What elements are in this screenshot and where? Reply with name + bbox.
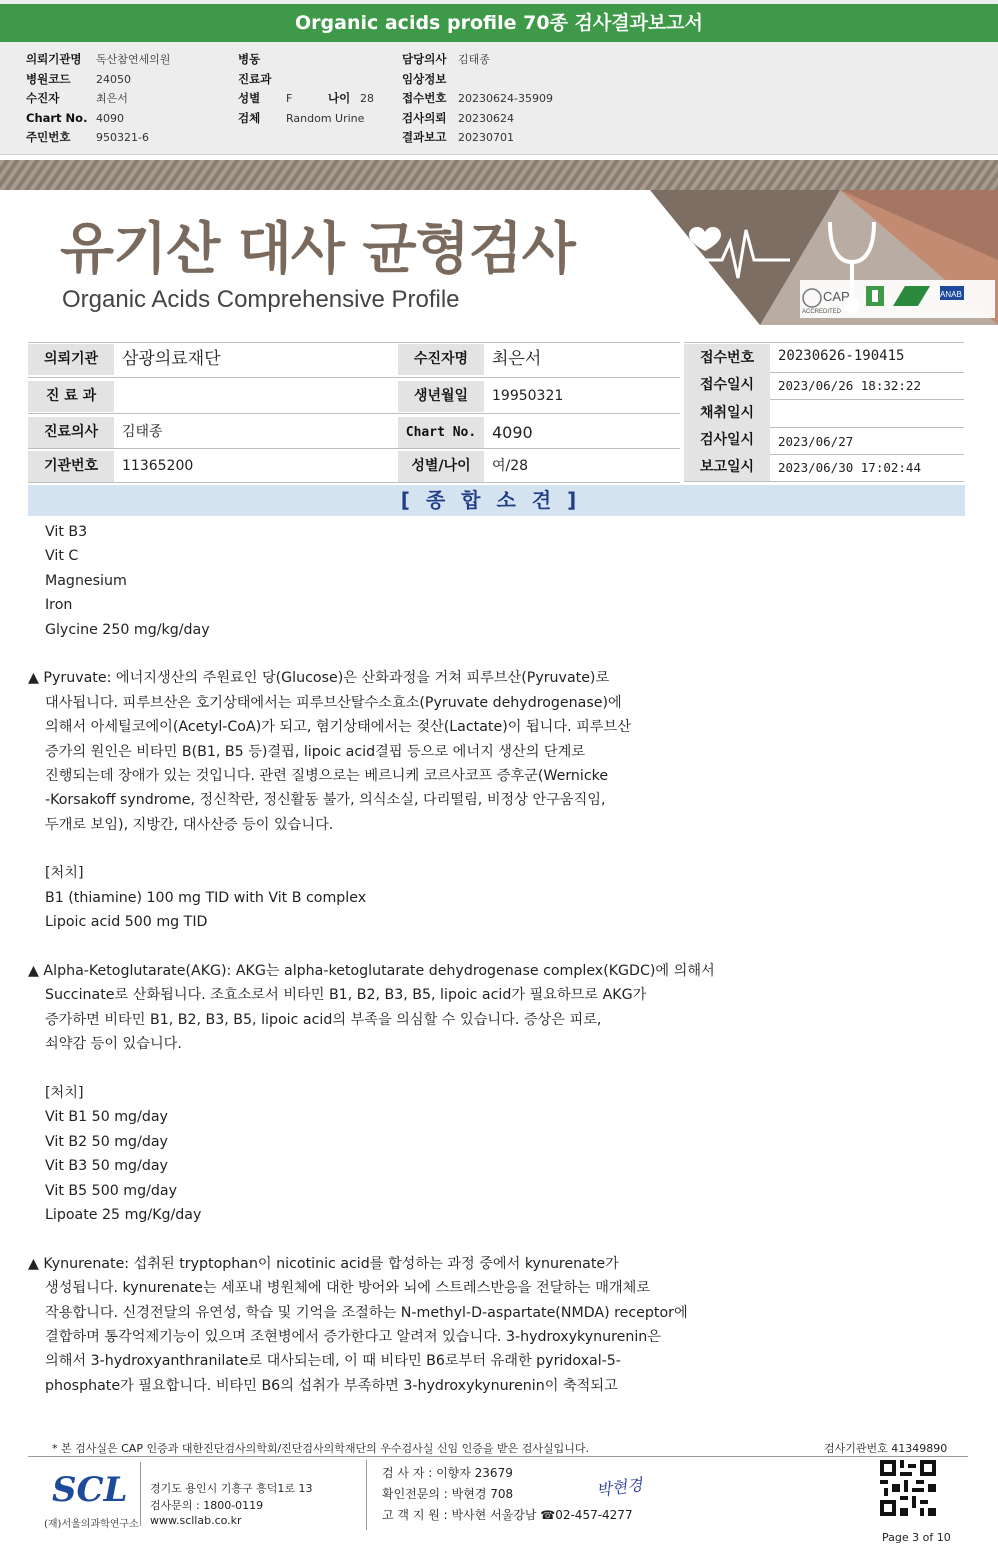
summary-line: ▲ Pyruvate: 에너지생산의 주원료인 당(Glucose)은 산화과정을 거쳐 피루브산(Pyruvate)로 [28, 670, 610, 687]
value-institution-no: 11365200 [122, 458, 194, 474]
header-value: 28 [360, 92, 374, 105]
footer-support: 고 객 지 원 : 박사현 서울강남 ☎02-457-4277 [382, 1508, 633, 1522]
label-institution: 의뢰기관 [28, 344, 114, 375]
label-doctor: 진료의사 [28, 417, 114, 448]
summary-line: 작용합니다. 신경전달의 유연성, 학습 및 기억을 조절하는 N-methyl-D-aspartate(NMDA) receptor에 [45, 1304, 688, 1321]
blank-line [28, 1057, 968, 1081]
header-label: 주민번호 [26, 130, 71, 144]
header-value: Random Urine [286, 111, 365, 125]
footer-specialist: 확인전문의 : 박현경 708 [382, 1487, 514, 1501]
header-label: 검체 [238, 110, 261, 125]
header-label: 검사의뢰 [402, 110, 447, 125]
label-receipt-no: 접수번호 [684, 344, 770, 372]
label-receipt-time: 접수일시 [684, 372, 770, 399]
summary-line: 대사됩니다. 피루브산은 호기상태에서는 피루브산탈수소효소(Pyruvate dehydrogenase)에 [45, 694, 622, 711]
cap-logo-sub: ACCREDITED [802, 309, 842, 315]
value-chart-no: 4090 [492, 423, 533, 442]
anab-logo-text: ANAB [940, 290, 962, 299]
header-value: 20230624-35909 [458, 92, 553, 105]
summary-line: B1 (thiamine) 100 mg TID with Vit B complex [45, 889, 367, 906]
footer-tester: 검 사 자 : 이향자 23679 [382, 1466, 513, 1480]
scl-institute-name: (재)서울의과학연구소 [44, 1519, 139, 1530]
label-collection-time: 채취일시 [684, 399, 770, 427]
certification-logos [800, 280, 995, 318]
summary-line: ▲ Kynurenate: 섭취된 tryptophan이 nicotinic acid를 합성하는 과정 중에서 kynurenate가 [28, 1255, 619, 1272]
value-collection-time [770, 399, 964, 427]
summary-line: [처치] [45, 865, 84, 882]
summary-line: 쇠약감 등이 있습니다. [45, 1036, 182, 1053]
summary-header: [종합소견] [28, 485, 965, 516]
label-report-time: 보고일시 [684, 454, 770, 481]
header-label: Chart No. [26, 110, 88, 125]
header-label: 성별 [238, 91, 261, 105]
header-label: 진료과 [238, 71, 272, 86]
header-value: 20230624 [458, 111, 514, 125]
footer-address: 경기도 용인시 기흥구 흥덕1로 13 [150, 1482, 313, 1495]
header-value: 20230701 [458, 131, 514, 144]
header-col-2 [238, 50, 374, 128]
summary-line: phosphate가 필요합니다. 비타민 B6의 섭취가 부족하면 3-hydroxykynurenin이 축적되고 [45, 1377, 618, 1394]
header-value: 4090 [96, 111, 124, 125]
blank-line [28, 935, 968, 959]
header-value: F [286, 92, 293, 105]
cap-logo-text: CAP [823, 289, 850, 304]
header-value: 950321-6 [96, 131, 149, 144]
summary-line: Vit B3 [45, 524, 88, 540]
header-label: 나이 [328, 91, 351, 105]
value-test-date: 2023/06/27 [778, 434, 854, 449]
summary-line: 결합하며 통각억제기능이 있으며 조현병에서 증가한다고 알려져 있습니다. 3-hydroxykynurenin은 [45, 1328, 662, 1345]
footer-separator [366, 1460, 367, 1530]
summary-line: Vit B2 50 mg/day [45, 1133, 168, 1150]
label-birthdate: 생년월일 [398, 381, 484, 412]
summary-line: Succinate로 산화됩니다. 조효소로서 비타민 B1, B2, B3, B5, lipoic acid가 필요하므로 AKG가 [45, 987, 647, 1004]
header-col-1 [26, 50, 170, 148]
header-value: 독산참연세의원 [96, 53, 171, 66]
value-patient-name: 최은서 [492, 349, 542, 369]
label-institution-no: 기관번호 [28, 451, 114, 482]
footer-separator [140, 1462, 141, 1526]
label-department: 진 료 과 [28, 381, 114, 412]
label-sex-age: 성별/나이 [398, 451, 484, 482]
stripe-band [0, 160, 998, 190]
certification-note: * 본 검사실은 CAP 인증과 대한진단검사의학회/진단검사의학재단의 우수검사실 신임 인증을 받은 검사실입니다. [52, 1442, 590, 1455]
summary-line: Vit B3 50 mg/day [45, 1158, 168, 1175]
value-sex-age: 여/28 [492, 458, 529, 474]
summary-line: 생성됩니다. kynurenate는 세포내 병원체에 대한 방어와 뇌에 스트레스반응을 전달하는 매개체로 [45, 1280, 651, 1297]
summary-line: Glycine 250 mg/kg/day [45, 621, 210, 638]
summary-line: [처치] [45, 1084, 84, 1101]
value-department [114, 381, 398, 412]
value-doctor: 김태종 [122, 424, 163, 440]
header-label: 담당의사 [402, 52, 447, 66]
summary-line: -Korsakoff syndrome, 정신착란, 정신활동 불가, 의식소실, 다리떨림, 비정상 안구움직임, [45, 792, 606, 809]
summary-line: Vit B1 50 mg/day [45, 1109, 168, 1126]
value-receipt-no: 20230626-190415 [778, 348, 905, 364]
summary-line: ▲ Alpha-Ketoglutarate(AKG): AKG는 alpha-ketoglutarate dehydrogenase complex(KGDC)에 의해서 [28, 963, 715, 980]
header-label: 의뢰기관명 [26, 52, 82, 66]
page-number: Page 3 of 10 [882, 1531, 951, 1544]
value-institution: 삼광의료재단 [122, 349, 221, 369]
header-value: 최은서 [96, 92, 128, 105]
value-birthdate: 19950321 [492, 388, 564, 404]
header-value: 김태종 [458, 53, 490, 66]
header-label: 병원코드 [26, 71, 71, 86]
label-patient-name: 수진자명 [398, 344, 484, 375]
header-value: 24050 [96, 72, 131, 86]
blank-line [28, 837, 968, 861]
summary-line: 두개로 보임), 지방간, 대사산증 등이 있습니다. [45, 816, 334, 833]
summary-line: 의해서 3-hydroxyanthranilate로 대사되는데, 이 때 비타민 B6로부터 유래한 pyridoxal-5- [45, 1353, 621, 1370]
summary-line: 증가의 원인은 비타민 B(B1, B5 등)결핍, lipoic acid결핍 등으로 에너지 생산의 단계로 [45, 743, 586, 760]
summary-line: Lipoic acid 500 mg TID [45, 914, 208, 931]
scl-logo: SCL [52, 1470, 128, 1510]
footer-divider [28, 1456, 968, 1457]
summary-line: Vit B5 500 mg/day [45, 1182, 177, 1199]
value-report-time: 2023/06/30 17:02:44 [778, 460, 921, 475]
summary-line: 의해서 아세틸코에이(Acetyl-CoA)가 되고, 혐기상태에서는 젖산(Lactate)이 됩니다. 피루브산 [45, 719, 631, 736]
footer-website[interactable]: www.scllab.co.kr [150, 1514, 242, 1527]
header-label: 접수번호 [402, 91, 447, 105]
header-label: 임상정보 [402, 71, 447, 86]
label-chart-no: Chart No. [398, 417, 484, 448]
header-label: 결과보고 [402, 130, 447, 144]
banner [0, 160, 998, 325]
banner-title-english: Organic Acids Comprehensive Profile [62, 286, 460, 313]
header-col-3 [402, 50, 553, 148]
summary-line: Magnesium [45, 572, 127, 589]
banner-title-korean: 유기산 대사 균형검사 [60, 217, 575, 282]
summary-line: 증가하면 비타민 B1, B2, B3, B5, lipoic acid의 부족을 의심할 수 있습니다. 증상은 피로, [45, 1011, 602, 1028]
specialist-signature: 박현경 [595, 1474, 644, 1501]
summary-line: Vit C [45, 548, 79, 565]
summary-body [28, 520, 968, 1398]
blank-line [28, 1227, 968, 1251]
header-label: 병동 [238, 52, 261, 66]
qr-code-icon [880, 1460, 936, 1516]
institution-registration: 검사기관번호 41349890 [824, 1442, 948, 1455]
report-header [0, 0, 998, 155]
footer-inquiry: 검사문의 : 1800-0119 [150, 1499, 264, 1512]
summary-line: 진행되는데 장애가 있는 것입니다. 관련 질병으로는 베르니케 코르사코프 증후군(Wernicke [45, 767, 609, 784]
label-test-date: 검사일시 [684, 427, 770, 454]
summary-line: Lipoate 25 mg/Kg/day [45, 1206, 202, 1223]
header-label: 수진자 [26, 91, 60, 105]
blank-line [28, 642, 968, 666]
summary-line: Iron [45, 597, 73, 614]
report-title: Organic acids profile 70종 검사결과보고서 [0, 4, 998, 42]
value-receipt-time: 2023/06/26 18:32:22 [778, 378, 921, 393]
